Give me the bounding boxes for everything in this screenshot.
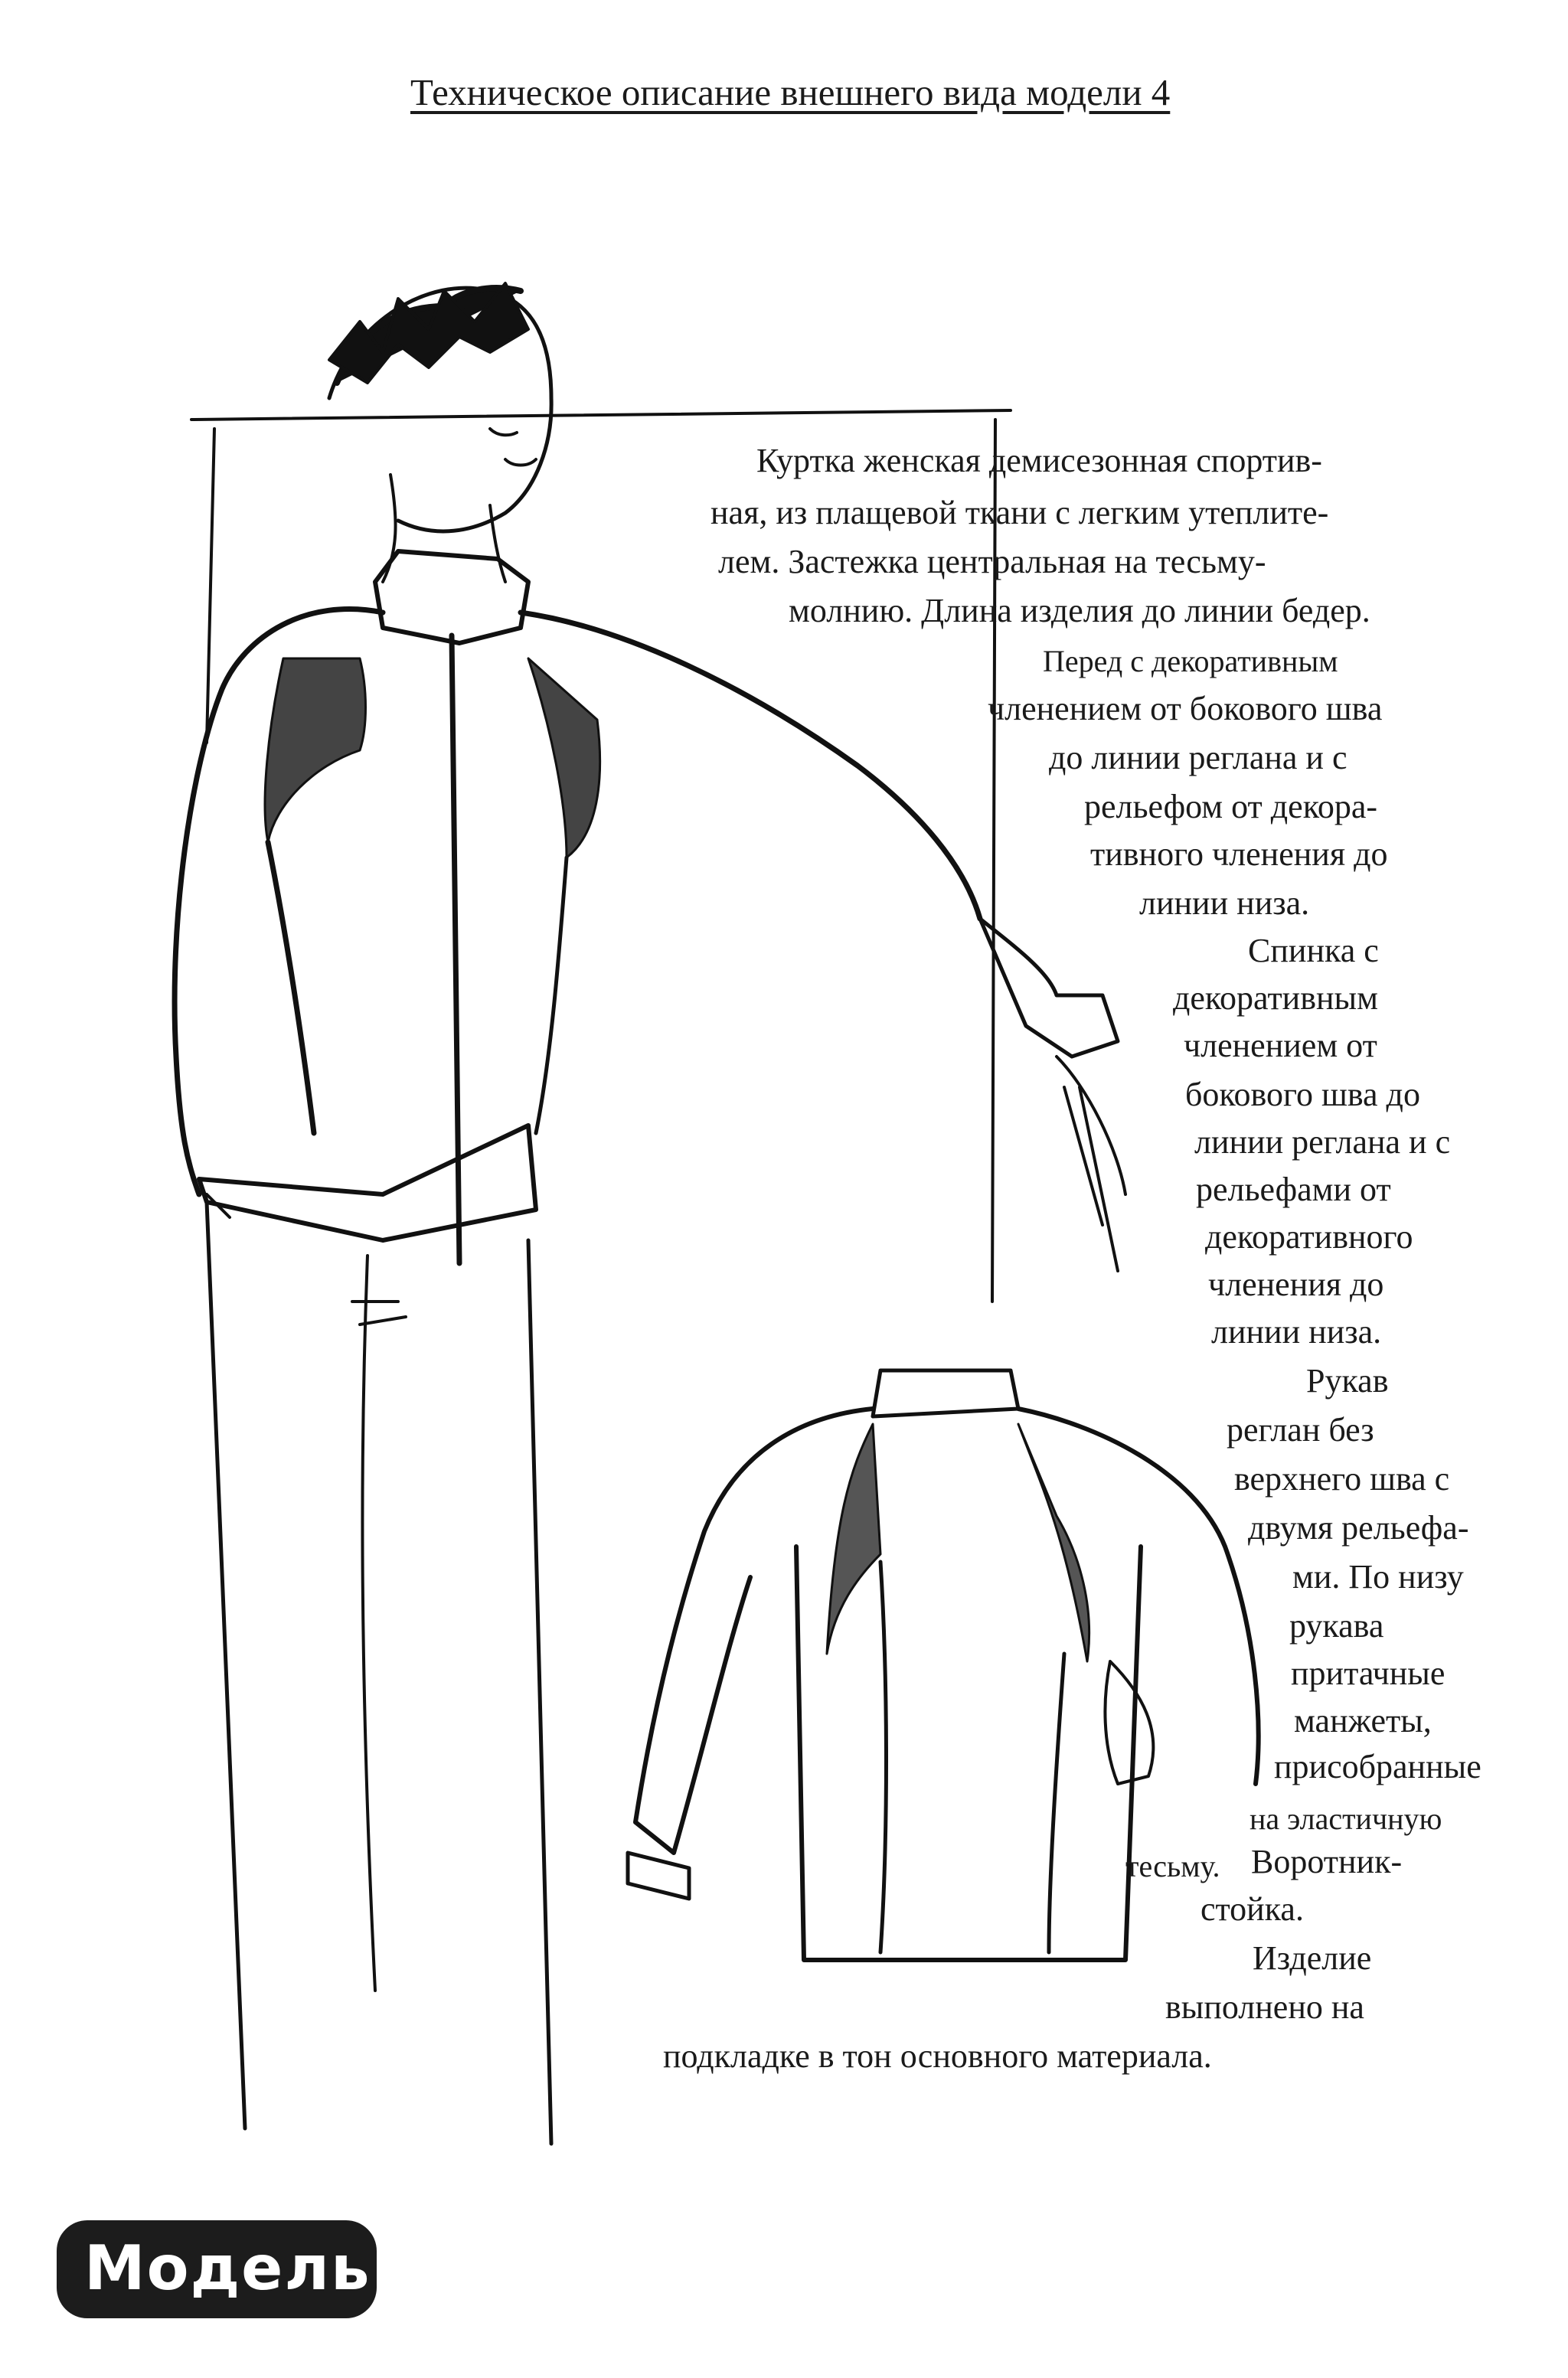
description-line: членением от бокового шва xyxy=(988,690,1383,727)
description-line: выполнено на xyxy=(1165,1988,1364,2026)
description-line: на эластичную xyxy=(1250,1801,1442,1836)
description-line: линии низа. xyxy=(1139,884,1310,922)
description-line: бокового шва до xyxy=(1185,1076,1420,1113)
description-line: членения до xyxy=(1208,1266,1384,1303)
description-line: подкладке в тон основного материала. xyxy=(663,2037,1212,2075)
description-line: Спинка с xyxy=(1248,932,1379,969)
description-line: присобранные xyxy=(1274,1748,1481,1785)
description-line: членением от xyxy=(1184,1027,1377,1064)
page-title: Техническое описание внешнего вида модели 4 xyxy=(410,71,1171,113)
description-line: манжеты, xyxy=(1294,1702,1432,1739)
description-line: декоративным xyxy=(1173,979,1378,1017)
description-line: притачные xyxy=(1291,1654,1446,1692)
description-line: до линии реглана и с xyxy=(1049,739,1348,776)
description-line: линии низа. xyxy=(1211,1313,1382,1351)
front-jacket xyxy=(175,551,1125,1271)
description-line: рельефами от xyxy=(1196,1171,1391,1208)
description-line: рукава xyxy=(1289,1607,1384,1645)
description-line: декоративного xyxy=(1205,1218,1413,1256)
description-line: тивного членения до xyxy=(1090,835,1388,873)
description-line: лем. Застежка центральная на тесьму- xyxy=(718,543,1266,580)
description-line: Куртка женская демисезонная спортив- xyxy=(756,442,1322,479)
description-line: реглан без xyxy=(1227,1411,1374,1449)
description-line: рельефом от декора- xyxy=(1084,788,1378,825)
description-line: Воротник- xyxy=(1251,1843,1403,1880)
description-line: стойка. xyxy=(1200,1890,1304,1928)
description-line: Перед с декоративным xyxy=(1043,644,1338,678)
description-line: Рукав xyxy=(1306,1362,1389,1400)
description-line: молнию. Длина изделия до линии бедер. xyxy=(789,592,1370,629)
model-badge-label: Модель 4 xyxy=(84,2233,439,2304)
description-line: Изделие xyxy=(1253,1939,1372,1977)
description-line: ми. По низу xyxy=(1292,1558,1464,1596)
model-head xyxy=(329,283,551,582)
trousers xyxy=(207,1202,551,2144)
description-line: линии реглана и с xyxy=(1194,1123,1451,1161)
description-line: двумя рельефа- xyxy=(1248,1509,1469,1547)
description-line: ная, из плащевой ткани с легким утеплите- xyxy=(710,494,1329,531)
description-line: верхнего шва с xyxy=(1234,1460,1450,1498)
description-line: тесьму. xyxy=(1125,1849,1220,1883)
